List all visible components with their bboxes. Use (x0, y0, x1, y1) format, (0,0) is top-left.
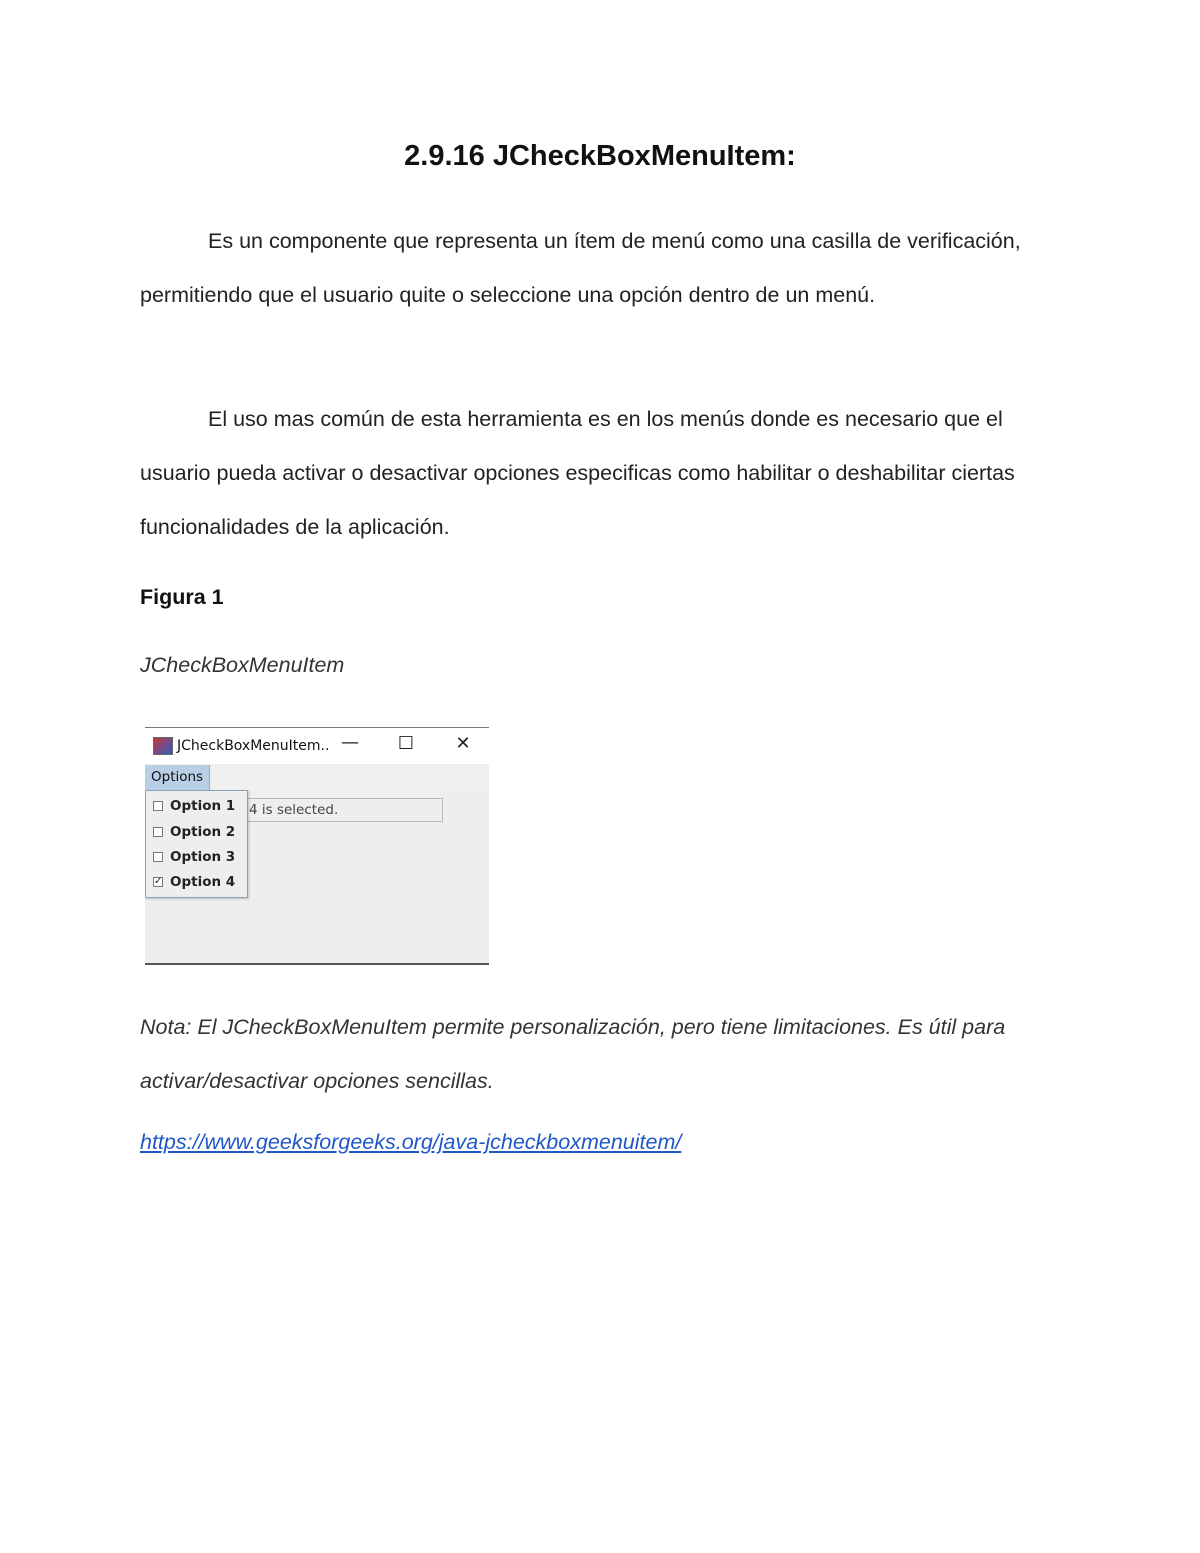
section-heading: 2.9.16 JCheckBoxMenuItem: (404, 140, 796, 172)
window-titlebar (145, 728, 489, 764)
source-link[interactable]: https://www.geeksforgeeks.org/java-jcheckboxmenuitem/ (140, 1130, 682, 1154)
menu-item-option-1[interactable] (146, 795, 247, 819)
menu-item-option-4[interactable] (146, 871, 247, 895)
checkbox-icon (153, 827, 163, 837)
status-textfield[interactable] (244, 798, 443, 822)
menu-item-label: Option 4 (170, 874, 236, 890)
figure-note: Nota: El JCheckBoxMenuItem permite personalización, pero tiene limitaciones. Es útil para activar/desactivar opciones sencillas. (140, 1015, 1006, 1093)
figure-title: JCheckBoxMenuItem (140, 653, 345, 677)
maximize-icon[interactable]: ☐ (397, 733, 415, 754)
menu-item-label: Option 1 (170, 798, 236, 814)
checkbox-checked-icon: ✓ (154, 876, 163, 887)
menubar (145, 765, 489, 790)
checkbox-icon (153, 801, 163, 811)
menu-options[interactable]: Options (145, 765, 210, 790)
menu-item-option-2[interactable] (146, 821, 247, 845)
minimize-icon[interactable]: — (341, 732, 359, 753)
menu-item-option-3[interactable] (146, 846, 247, 870)
menu-item-label: Option 3 (170, 849, 236, 865)
java-app-icon (153, 737, 173, 755)
status-text: 4 is selected. (249, 802, 339, 818)
java-window-screenshot (145, 727, 489, 965)
paragraph-1: Es un componente que representa un ítem de menú como una casilla de verificación, permitiendo que el usuario quite o seleccione una opción dentro de un menú. (140, 229, 1021, 307)
figure-label: Figura 1 (140, 585, 224, 609)
options-popup-menu (145, 790, 248, 898)
close-icon[interactable]: ✕ (455, 733, 471, 754)
window-title: JCheckBoxMenuItem.. (177, 738, 330, 754)
menu-item-label: Option 2 (170, 824, 236, 840)
checkbox-icon (153, 852, 163, 862)
paragraph-2: El uso mas común de esta herramienta es en los menús donde es necesario que el usuario pueda activar o desactivar opciones especificas como habilitar o deshabilitar ciertas funcionalidades de la aplicación. (140, 407, 1015, 539)
